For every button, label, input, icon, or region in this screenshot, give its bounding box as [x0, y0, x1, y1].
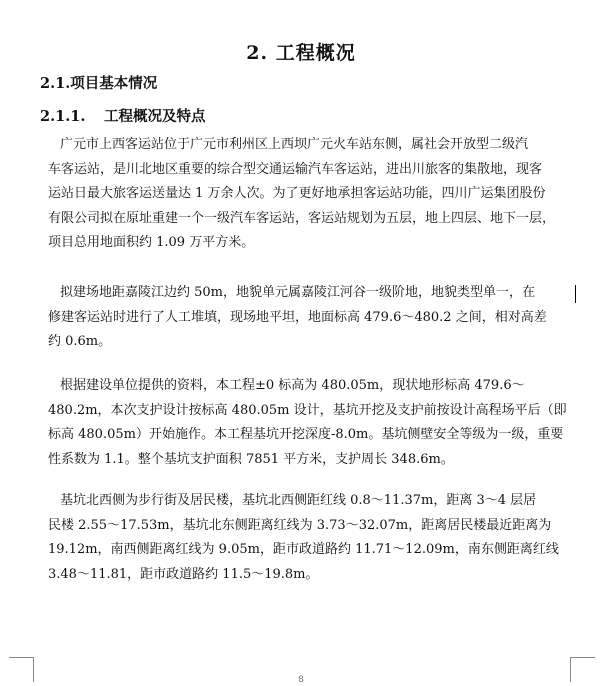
section-heading — [40, 72, 157, 93]
section-number: 2.1. — [40, 75, 71, 92]
subsection-number: 2.1.1. — [40, 108, 86, 125]
paragraph-line: 19.12m，南西侧距离红线为 9.05m，距市政道路约 11.71～12.09m，南东侧距离红线 — [48, 542, 559, 557]
paragraph-line: 拟建场地距嘉陵江边约 50m，地貌单元属嘉陵江河谷一级阶地，地貌类型单一，在 — [60, 285, 536, 300]
paragraph-line: 480.2m，本次支护设计按标高 480.05m 设计，基坑开挖及支护前按设计高程场平后（即 — [48, 402, 567, 418]
subsection-title: 工程概况及特点 — [104, 108, 206, 125]
page-number: 8 — [298, 675, 304, 685]
paragraph-line: 基坑北西侧为步行街及居民楼，基坑北西侧距红线 0.8～11.37m，距离 3～4 层居 — [60, 493, 537, 508]
paragraph-line: 有限公司拟在原址重建一个一级汽车客运站，客运站规划为五层，地上四层、地下一层， — [48, 210, 556, 226]
paragraph-line: 3.48～11.81，距市政道路约 11.5～19.8m。 — [48, 566, 319, 582]
paragraph-line: 车客运站，是川北地区重要的综合型交通运输汽车客运站，进出川旅客的集散地，现客 — [48, 161, 543, 177]
section-title: 项目基本情况 — [70, 75, 158, 92]
paragraph-line: 根据建设单位提供的资料，本工程±0 标高为 480.05m，现状地形标高 479.6～ — [60, 378, 525, 393]
paragraph-surroundings — [48, 489, 578, 587]
text-cursor — [575, 285, 576, 303]
paragraph-project-overview — [48, 133, 578, 256]
paragraph-line: 民楼 2.55～17.53m，基坑北东侧距离红线为 3.73～32.07m，距离居民楼最近距离为 — [48, 517, 552, 533]
paragraph-line: 性系数为 1.1。整个基坑支护面积 7851 平方米，支护周长 348.6m。 — [48, 451, 454, 467]
paragraph-line: 广元市上西客运站位于广元市利州区上西坝广元火车站东侧，属社会开放型二级汽 — [60, 137, 529, 152]
paragraph-site-conditions — [48, 281, 578, 355]
paragraph-line: 修建客运站时进行了人工堆填，现场地平坦，地面标高 479.6～480.2 之间，相对高差 — [48, 309, 547, 325]
paragraph-design-data — [48, 374, 578, 472]
paragraph-line: 标高 480.05m）开始施作。本工程基坑开挖深度-8.0m。基坑侧壁安全等级为一级，重要 — [48, 427, 564, 442]
paragraph-line: 项目总用地面积约 1.09 万平方米。 — [48, 235, 255, 250]
paragraph-line: 约 0.6m。 — [48, 334, 112, 349]
paragraph-line: 运站日最大旅客运送量达 1 万余人次。为了更好地承担客运站功能，四川广运集团股份 — [48, 186, 546, 201]
chapter-title: 2. 工程概况 — [246, 42, 356, 64]
subsection-heading — [40, 105, 206, 126]
